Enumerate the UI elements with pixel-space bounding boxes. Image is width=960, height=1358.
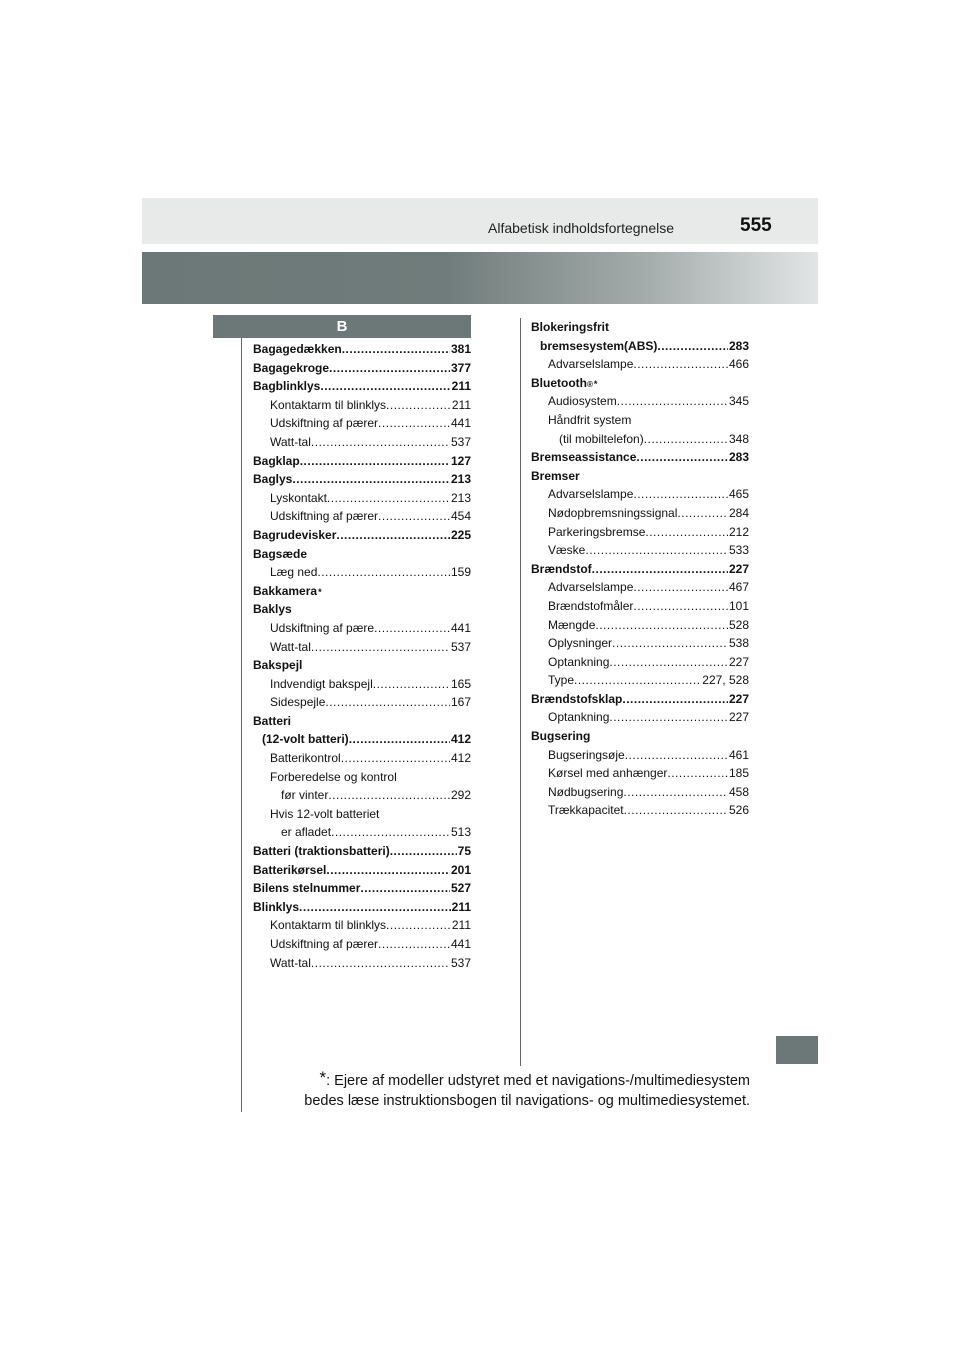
index-subentry-continuation: er afladet ..... 513 [253,823,471,842]
left-divider-line [241,338,242,1112]
index-entry: Blokeringsfrit [531,320,610,334]
index-subentry: Nødopbremsningssignal ..... 284 [531,504,749,523]
index-subentry: Udskiftning af pærer ..... 441 [253,414,471,433]
index-entry: Bugsering [531,729,591,744]
index-subentry: Bugseringsøje ..... 461 [531,746,749,765]
page-number: 555 [740,215,772,236]
footnote-star-marker: * [318,586,322,597]
header-band [142,198,818,244]
index-subentry: Forberedelse og kontrol [270,769,397,784]
index-entry: Bagrudevisker ..... 225 [253,526,471,545]
index-subentry: Watt-tal ..... 537 [253,954,471,973]
chapter-side-tab [776,1036,818,1064]
index-entry: Bilens stelnummer ..... 527 [253,879,471,898]
index-entry: Batteri (traktionsbatteri) ..... 75 [253,842,471,861]
index-entry: Batteri [253,713,292,728]
index-subentry: Type ..... 227, 528 [531,671,749,690]
index-subentry-continuation: (til mobiltelefon) ..... 348 [531,430,749,449]
index-entry-continuation: bremsesystem(ABS) ..... 283 [531,337,749,356]
index-entry: Baklys [253,602,292,617]
index-subentry: Nødbugsering ..... 458 [531,783,749,802]
footnote-star-marker: * [593,378,598,389]
index-subentry: Parkeringsbremse ..... 212 [531,523,749,542]
decorative-gradient-bar [142,252,818,304]
index-subentry: Væske ..... 533 [531,541,749,560]
index-entry: Blinklys ..... 211 [253,898,471,917]
index-subentry: Optankning ..... 227 [531,653,749,672]
index-entry-continuation: (12-volt batteri) ..... 412 [253,730,471,749]
index-entry: Bakkamera * [253,582,471,601]
index-entry: Brændstofsklap ..... 227 [531,690,749,709]
index-subentry: Advarselslampe ..... 465 [531,485,749,504]
index-subentry: Trækkapacitet ..... 526 [531,801,749,820]
index-subentry: Lyskontakt ..... 213 [253,489,471,508]
index-entry: Brændstof ..... 227 [531,560,749,579]
footnote [280,1068,750,1111]
center-divider-line [520,318,521,1066]
footnote-star: * [319,1068,327,1087]
index-subentry: Sidespejle ..... 167 [253,693,471,712]
index-entry: Bagblinklys ..... 211 [253,377,471,396]
index-subentry: Optankning ..... 227 [531,708,749,727]
index-subentry: Udskiftning af pærer ..... 441 [253,935,471,954]
index-entry: Bagsæde [253,546,308,561]
index-subentry: Udskiftning af pære ..... 441 [253,619,471,638]
index-subentry: Udskiftning af pærer ..... 454 [253,507,471,526]
section-letter-tab: B [213,315,471,338]
index-subentry: Hvis 12-volt batteriet [270,806,380,821]
index-entry: Bremseassistance ..... 283 [531,448,749,467]
index-subentry: Watt-tal ..... 537 [253,433,471,452]
index-entry: Bremser [531,468,580,483]
footnote-line-1: *: Ejere af modeller udstyret med et navigations-/multimediesystem [319,1068,750,1089]
index-entry: Bagagedækken ..... 381 [253,340,471,359]
registered-mark: ® [587,379,593,389]
index-subentry: Kontaktarm til blinklys ..... 211 [253,396,471,415]
index-subentry: Advarselslampe ..... 466 [531,355,749,374]
footnote-line-2: bedes læse instruktionsbogen til navigations- og multimediesystemet. [304,1093,750,1109]
index-subentry: Oplysninger ..... 538 [531,634,749,653]
index-entry: Bakspejl [253,658,303,673]
index-entry: Bagagekroge ..... 377 [253,359,471,378]
index-column-left [253,340,471,972]
page-header-title: Alfabetisk indholdsfortegnelse [488,220,675,236]
index-subentry: Watt-tal ..... 537 [253,638,471,657]
index-entry: Baglys ..... 213 [253,470,471,489]
index-subentry: Mængde ..... 528 [531,616,749,635]
index-subentry: Håndfrit system [548,412,632,427]
index-subentry: Batterikontrol ..... 412 [253,749,471,768]
index-column-right [531,318,749,820]
index-entry: Batterikørsel ..... 201 [253,861,471,880]
index-subentry: Indvendigt bakspejl ..... 165 [253,675,471,694]
index-entry: Bluetooth ® * [531,374,749,393]
index-subentry: Kontaktarm til blinklys ..... 211 [253,916,471,935]
index-entry: Bagklap ..... 127 [253,452,471,471]
index-subentry: Læg ned ..... 159 [253,563,471,582]
index-subentry: Brændstofmåler ..... 101 [531,597,749,616]
index-subentry: Audiosystem ..... 345 [531,392,749,411]
index-subentry-continuation: før vinter ..... 292 [253,786,471,805]
index-subentry: Advarselslampe ..... 467 [531,578,749,597]
index-subentry: Kørsel med anhænger ..... 185 [531,764,749,783]
